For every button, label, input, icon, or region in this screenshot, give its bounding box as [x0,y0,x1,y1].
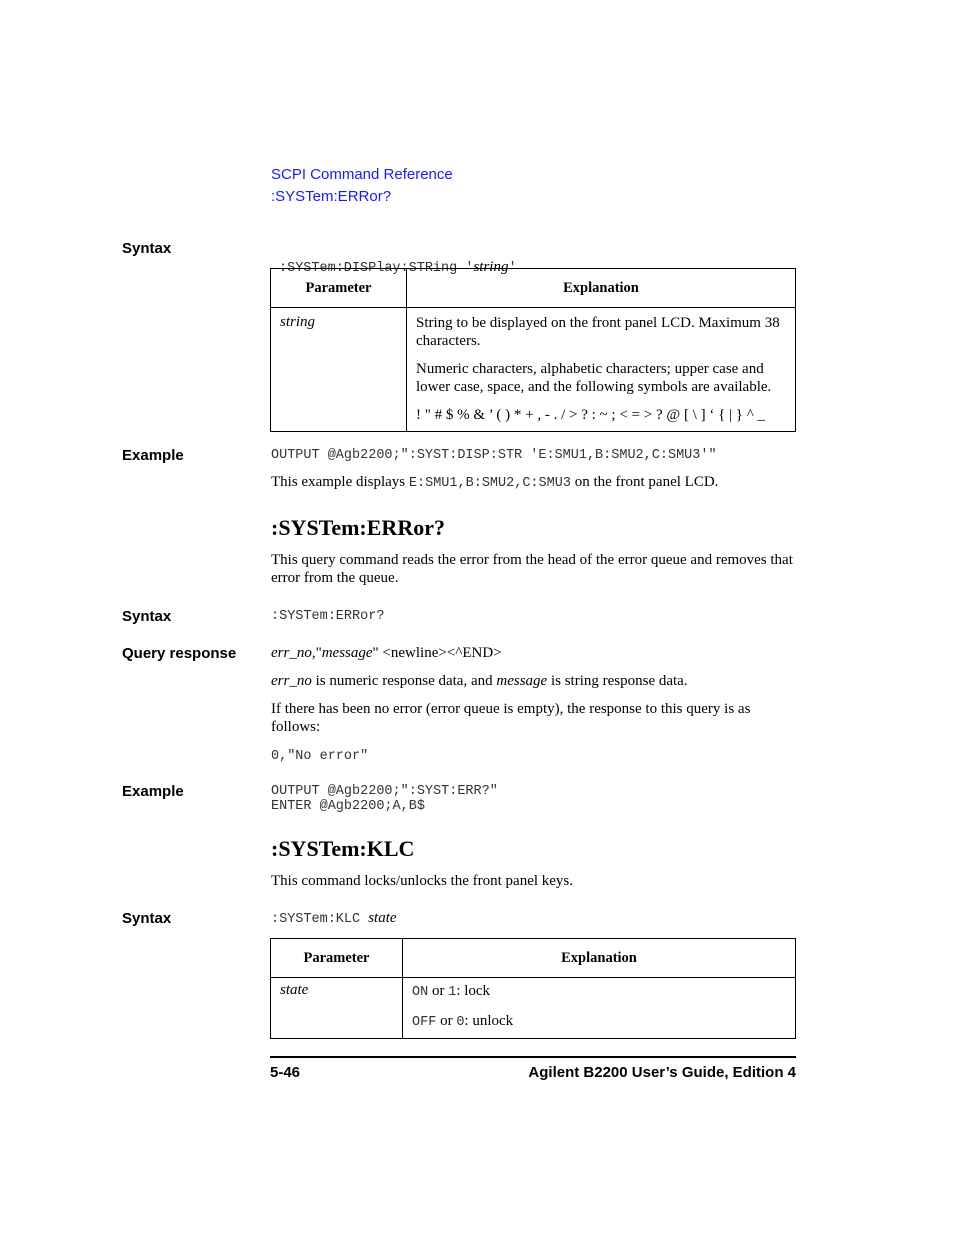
query-response-format [271,644,502,662]
explanation-on [412,982,786,1002]
table-header-explanation: Explanation [407,269,796,308]
table-header-parameter: Parameter [271,269,407,308]
qr-desc-message: message [496,673,548,689]
table-cell-parameter [271,978,403,1039]
text-lock: : lock [456,983,491,999]
table-cell-parameter [271,308,407,432]
query-response-label: Query response [122,645,237,662]
query-response-description [271,672,688,690]
example-code: OUTPUT @Agb2200;":SYST:DISP:STR 'E:SMU1,B:SMU2,C:SMU3'" [271,448,717,463]
guide-title: Agilent B2200 User’s Guide, Edition 4 [528,1064,796,1081]
example-desc-text: This example displays [271,474,409,490]
klc-description: This command locks/unlocks the front panel keys. [271,873,574,889]
code-0: 0 [456,1015,465,1030]
syntax-label: Syntax [122,608,172,625]
query-response-code: 0,"No error" [271,749,369,764]
display-parameter-table [270,268,796,432]
section-heading-klc: :SYSTem:KLC [271,836,415,861]
error-description: This query command reads the error from the head of the error queue and removes that error from the queue. [271,552,793,586]
example-label: Example [122,447,184,464]
qr-desc-text: is string response data. [547,673,688,689]
syntax-klc [271,909,397,927]
section-heading-error: :SYSTem:ERRor? [271,515,445,540]
syntax-error-command: :SYSTem:ERRor? [271,609,385,624]
klc-parameter-table [270,938,796,1039]
code-on: ON [412,985,429,1000]
syntax-parameter: string [473,259,509,275]
qr-errno: err_no [271,645,312,661]
param-string: string [280,314,316,330]
text-unlock: : unlock [464,1013,514,1029]
param-state: state [280,982,309,998]
syntax-parameter: state [368,910,397,926]
query-response-note: If there has been no error (error queue is empty), the response to this query is as follows: [271,701,751,735]
code-off: OFF [412,1015,437,1030]
table-cell-explanation [403,978,796,1039]
qr-message: message [321,645,373,661]
syntax-label: Syntax [122,910,172,927]
explanation-line: Numeric characters, alphabetic characters; upper case and lower case, space, and the following symbols are available. [416,361,772,395]
text-or: or [428,983,449,999]
text-or: or [436,1013,457,1029]
syntax-command: :SYSTem:KLC [271,912,369,927]
syntax-command: :SYSTem:DISPlay:STRing ' [279,261,474,276]
page-number: 5-46 [270,1064,301,1081]
breadcrumb-chapter-link[interactable]: SCPI Command Reference [271,166,453,183]
qr-desc-text: is numeric response data, and [311,673,497,689]
breadcrumb-section-link[interactable]: :SYSTem:ERRor? [271,188,392,205]
table-cell-explanation [407,308,796,432]
explanation-symbols: ! " # $ % & ’ ( ) * + , - . / > ? : ~ ; < = > ? @ [ \ ] ‘ { | } ^ _ [416,407,766,423]
footer-rule [270,1056,796,1058]
syntax-label: Syntax [122,240,172,257]
example-description [271,473,718,493]
qr-separator: ," [311,645,322,661]
syntax-quote: ' [508,261,517,276]
explanation-line: String to be displayed on the front panel LCD. Maximum 38 characters. [416,315,780,349]
table-header-parameter: Parameter [271,939,403,978]
example-desc-text: on the front panel LCD. [570,474,719,490]
example-label: Example [122,783,184,800]
qr-desc-errno: err_no [271,673,312,689]
example-code-line: OUTPUT @Agb2200;":SYST:ERR?" [271,784,498,799]
code-1: 1 [448,985,457,1000]
qr-terminator: " <newline><^END> [372,645,502,661]
table-header-explanation: Explanation [403,939,796,978]
explanation-off [412,1012,786,1032]
example-code-line: ENTER @Agb2200;A,B$ [271,799,425,814]
example-desc-code: E:SMU1,B:SMU2,C:SMU3 [408,476,571,491]
